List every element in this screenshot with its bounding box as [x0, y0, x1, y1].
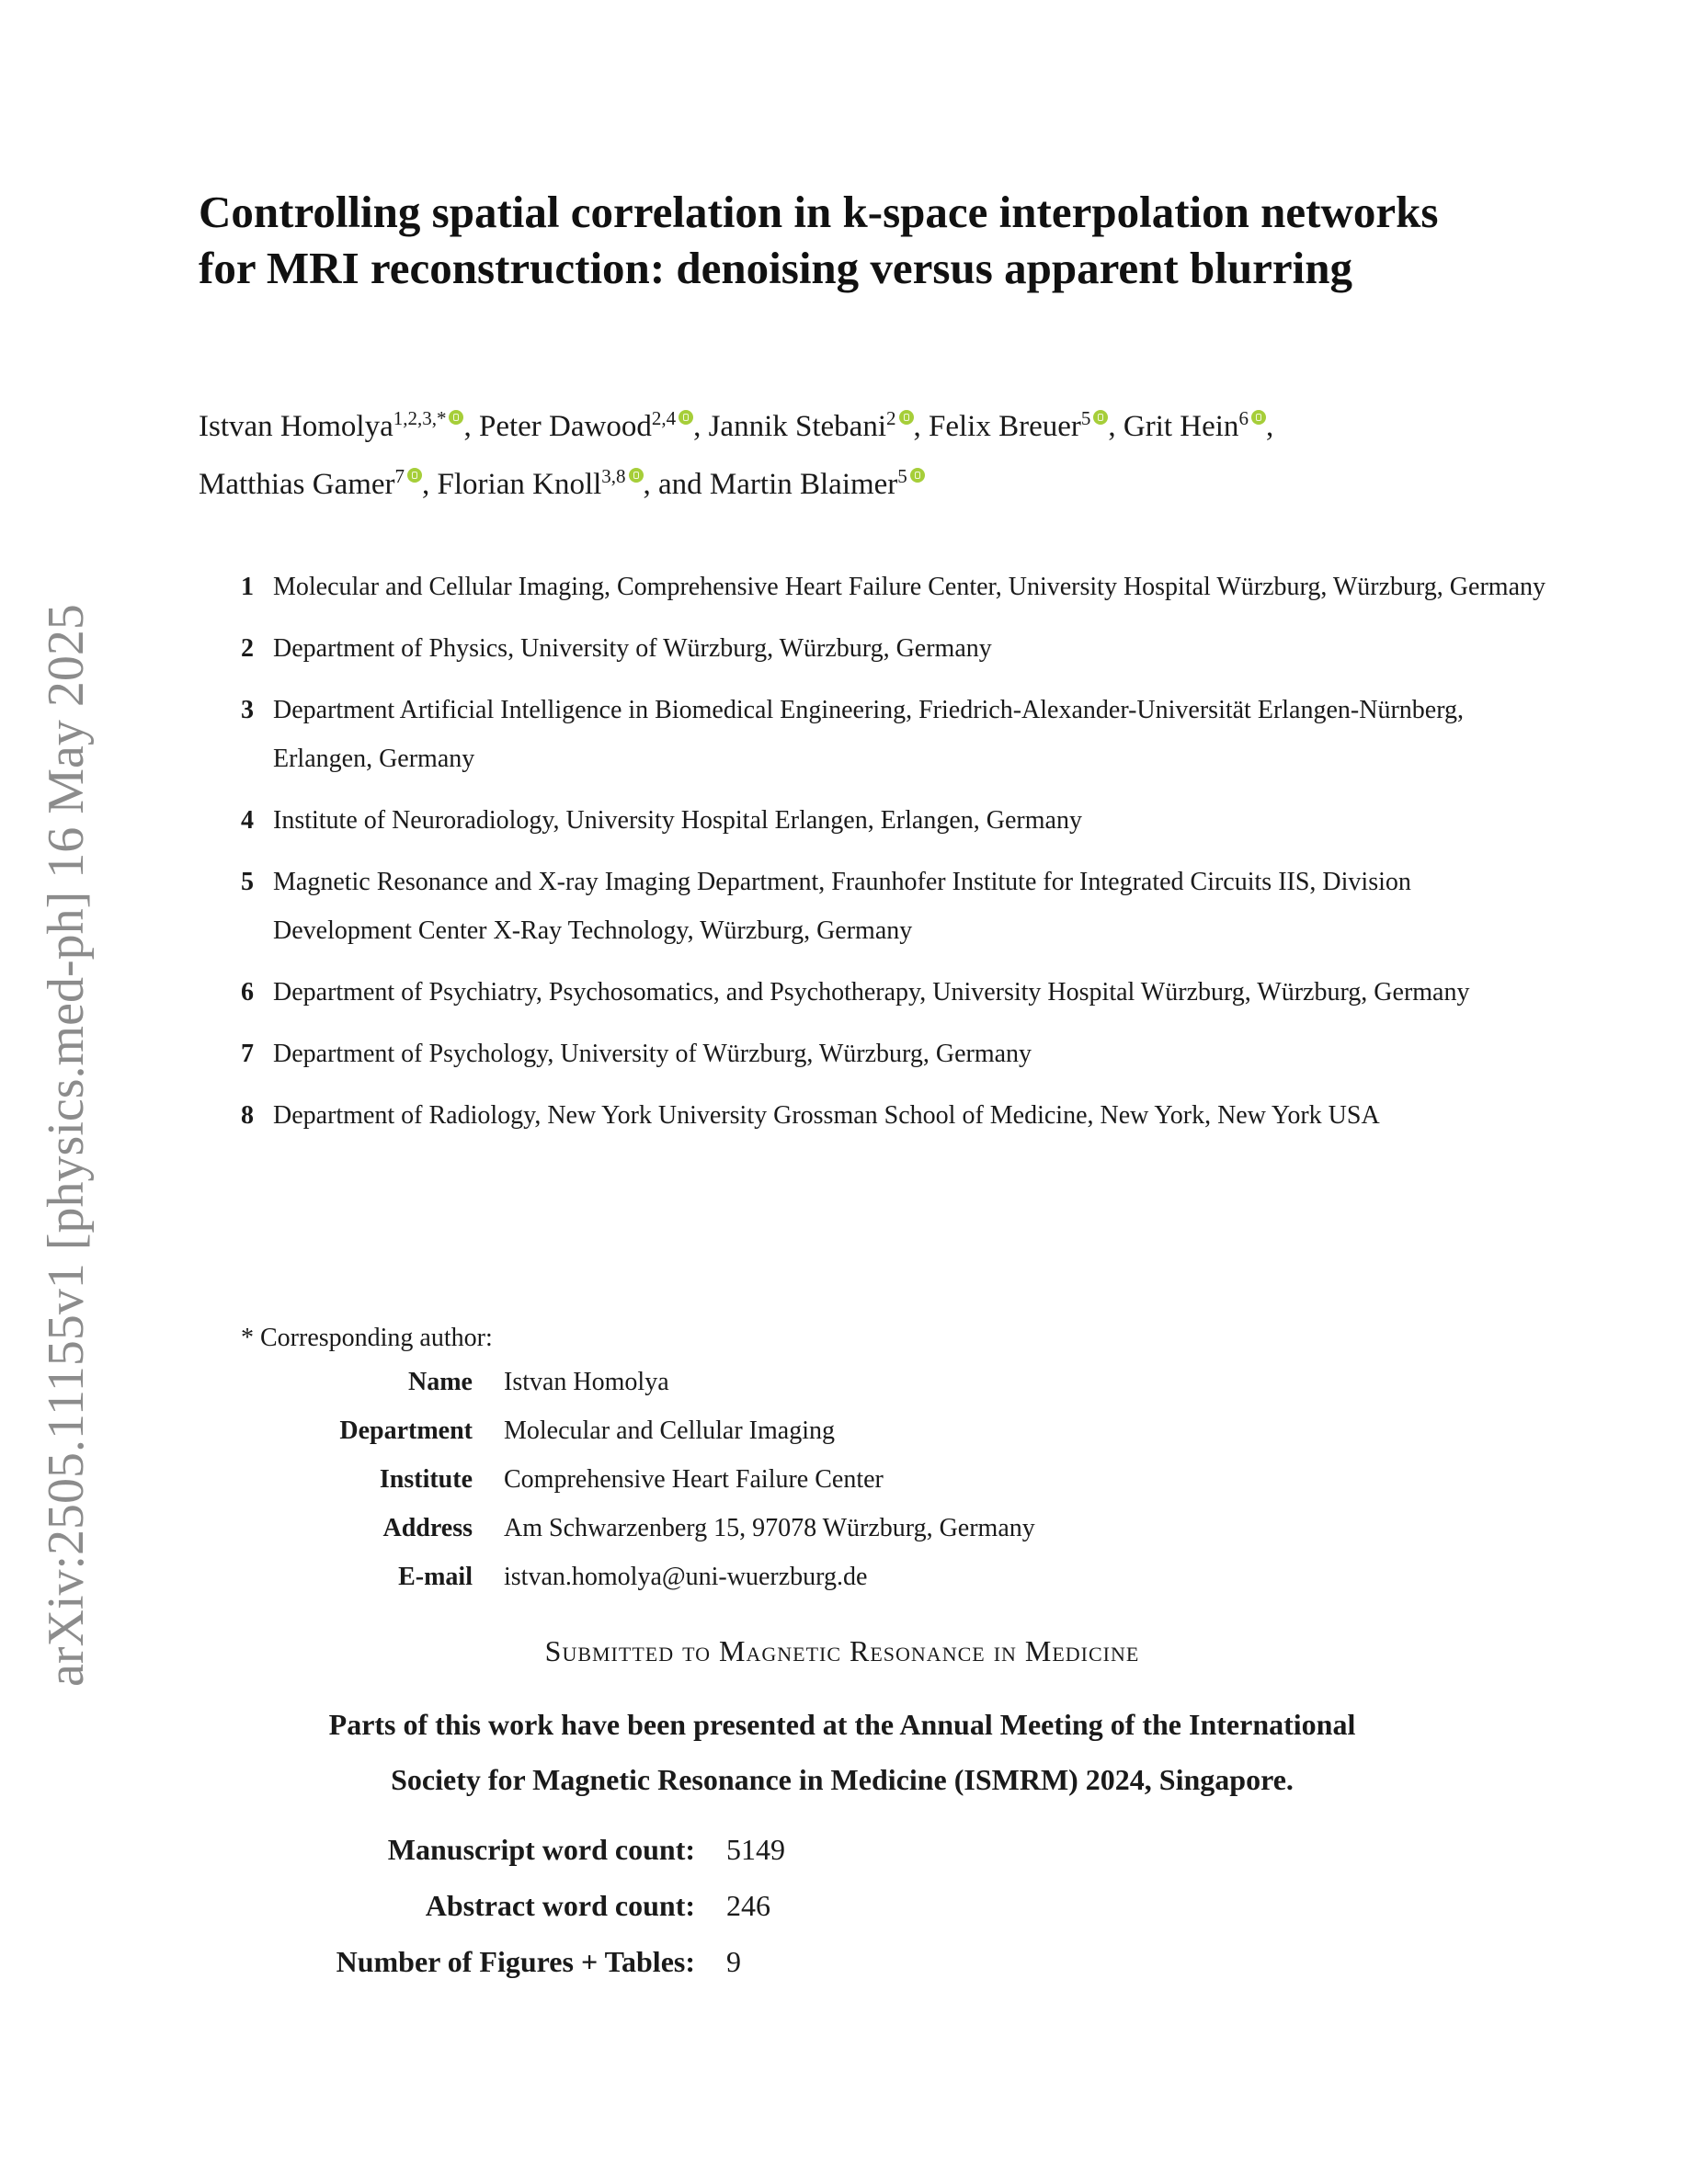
author-name: Florian Knoll: [437, 468, 602, 501]
author-sep: ,: [643, 468, 659, 501]
author: [199, 465, 438, 501]
affiliation-list: [241, 563, 1546, 1153]
affiliation: [241, 968, 1546, 1017]
affiliation: [241, 1029, 1546, 1078]
count-label: Manuscript word count:: [387, 1833, 695, 1866]
corresponding-label: E-mail: [398, 1562, 473, 1591]
affiliation-text: Department of Physics, University of Würzburg, Würzburg, Germany: [273, 634, 992, 663]
count-value: 246: [726, 1889, 770, 1922]
corresponding-label: Department: [339, 1416, 473, 1445]
word-counts: [199, 1822, 785, 1990]
corresponding-author-table: [241, 1358, 1035, 1601]
affiliation-number: 6: [241, 978, 254, 1007]
orcid-icon[interactable]: [629, 468, 644, 483]
count-label: Abstract word count:: [425, 1889, 695, 1922]
orcid-icon[interactable]: [899, 410, 914, 425]
affiliation-text: Magnetic Resonance and X-ray Imaging Department, Fraunhofer Institute for Integrated Circuits IIS, Division Development Center X-Ray Technology, Würzburg, Germany: [273, 868, 1411, 945]
orcid-icon[interactable]: [679, 410, 693, 425]
affiliation-number: 4: [241, 806, 254, 835]
author-affil-sup: 1,2,3,*: [393, 407, 447, 429]
affiliation-number: 7: [241, 1040, 254, 1068]
corresponding-value: Comprehensive Heart Failure Center: [504, 1464, 884, 1494]
affiliation-text: Department of Psychology, University of Würzburg, Würzburg, Germany: [273, 1040, 1032, 1068]
count-row-figures: [199, 1934, 785, 1990]
presentation-note: [199, 1697, 1486, 1807]
affiliation-number: 8: [241, 1101, 254, 1130]
author-list: [199, 398, 1541, 514]
corresponding-row-address: [241, 1504, 1035, 1553]
affiliation-text: Department of Radiology, New York University Grossman School of Medicine, New York, New York USA: [273, 1101, 1380, 1130]
count-row-abstract: [199, 1878, 785, 1934]
affiliation: [241, 686, 1546, 783]
author-name: Istvan Homolya: [199, 410, 393, 443]
count-label: Number of Figures + Tables:: [336, 1945, 695, 1978]
author-name: Peter Dawood: [478, 410, 652, 443]
affiliation: [241, 1091, 1546, 1140]
corresponding-row-department: [241, 1406, 1035, 1455]
author-affil-sup: 7: [394, 465, 405, 487]
affiliation-number: 2: [241, 634, 254, 663]
affiliation: [241, 796, 1546, 845]
author-sep: ,: [913, 410, 929, 443]
orcid-icon[interactable]: [407, 468, 422, 483]
author-affil-sup: 6: [1238, 407, 1249, 429]
author-affil-sup: 2: [886, 407, 896, 429]
author-name: Jannik Stebani: [708, 410, 886, 443]
affiliation-number: 5: [241, 868, 254, 896]
corresponding-label: Address: [382, 1513, 473, 1542]
affiliation-number: 3: [241, 696, 254, 724]
author-affil-sup: 3,8: [601, 465, 626, 487]
author-sep: ,: [1108, 410, 1123, 443]
author-name: Matthias Gamer: [199, 468, 395, 501]
orcid-icon[interactable]: [1251, 410, 1266, 425]
presentation-note-line: Society for Magnetic Resonance in Medicine (ISMRM) 2024, Singapore.: [391, 1763, 1294, 1796]
author-sep: ,: [463, 410, 479, 443]
paper-title: Controlling spatial correlation in k-space interpolation networks for MRI reconstruction: denoising versus apparent blurring: [199, 187, 1439, 293]
affiliation-text: Department of Psychiatry, Psychosomatics, and Psychotherapy, University Hospital Würzburg, Würzburg, Germany: [273, 978, 1470, 1007]
corresponding-value: Molecular and Cellular Imaging: [504, 1416, 835, 1445]
affiliation-number: 1: [241, 573, 254, 601]
affiliation-text: Molecular and Cellular Imaging, Comprehensive Heart Failure Center, University Hospital Würzburg, Würzburg, Germany: [273, 573, 1545, 601]
author: [478, 407, 709, 443]
affiliation: [241, 858, 1546, 955]
count-value: 9: [726, 1945, 741, 1978]
corresponding-author-heading: * Corresponding author:: [241, 1324, 493, 1352]
corresponding-email-link[interactable]: istvan.homolya@uni-wuerzburg.de: [504, 1562, 868, 1591]
corresponding-value: Am Schwarzenberg 15, 97078 Würzburg, Germany: [504, 1513, 1035, 1542]
author: [658, 465, 925, 501]
author-sep: ,: [1265, 410, 1274, 443]
author-affil-sup: 5: [897, 465, 907, 487]
author-name: Felix Breuer: [929, 410, 1081, 443]
affiliation-text: Institute of Neuroradiology, University Hospital Erlangen, Erlangen, Germany: [273, 806, 1082, 835]
corresponding-label: Institute: [379, 1464, 473, 1494]
author-sep: ,: [422, 468, 438, 501]
author: [1123, 407, 1274, 443]
affiliation: [241, 563, 1546, 611]
orcid-icon[interactable]: [449, 410, 463, 425]
arxiv-stamp: arXiv:2505.11155v1 [physics.med-ph] 16 May 2025: [38, 604, 95, 1687]
corresponding-label: Name: [408, 1367, 473, 1396]
count-value: 5149: [726, 1833, 785, 1866]
count-row-manuscript: [199, 1822, 785, 1878]
author: [437, 465, 659, 501]
affiliation-text: Department Artificial Intelligence in Biomedical Engineering, Friedrich-Alexander-Universität Erlangen-Nürnberg, Erlangen, Germany: [273, 696, 1465, 773]
author-name: Grit Hein: [1123, 410, 1239, 443]
author: [929, 407, 1123, 443]
corresponding-row-institute: [241, 1455, 1035, 1504]
orcid-icon[interactable]: [910, 468, 925, 483]
author-sep: ,: [693, 410, 709, 443]
submitted-to: Submitted to Magnetic Resonance in Medicine: [544, 1634, 1140, 1667]
author-affil-sup: 2,4: [651, 407, 677, 429]
corresponding-row-name: [241, 1358, 1035, 1406]
orcid-icon[interactable]: [1093, 410, 1108, 425]
corresponding-row-email: [241, 1553, 1035, 1601]
affiliation: [241, 624, 1546, 673]
author: [199, 407, 479, 443]
corresponding-value: Istvan Homolya: [504, 1367, 669, 1396]
presentation-note-line: Parts of this work have been presented at the Annual Meeting of the International: [328, 1708, 1356, 1741]
author-name: and Martin Blaimer: [658, 468, 898, 501]
author: [708, 407, 929, 443]
author-affil-sup: 5: [1080, 407, 1091, 429]
